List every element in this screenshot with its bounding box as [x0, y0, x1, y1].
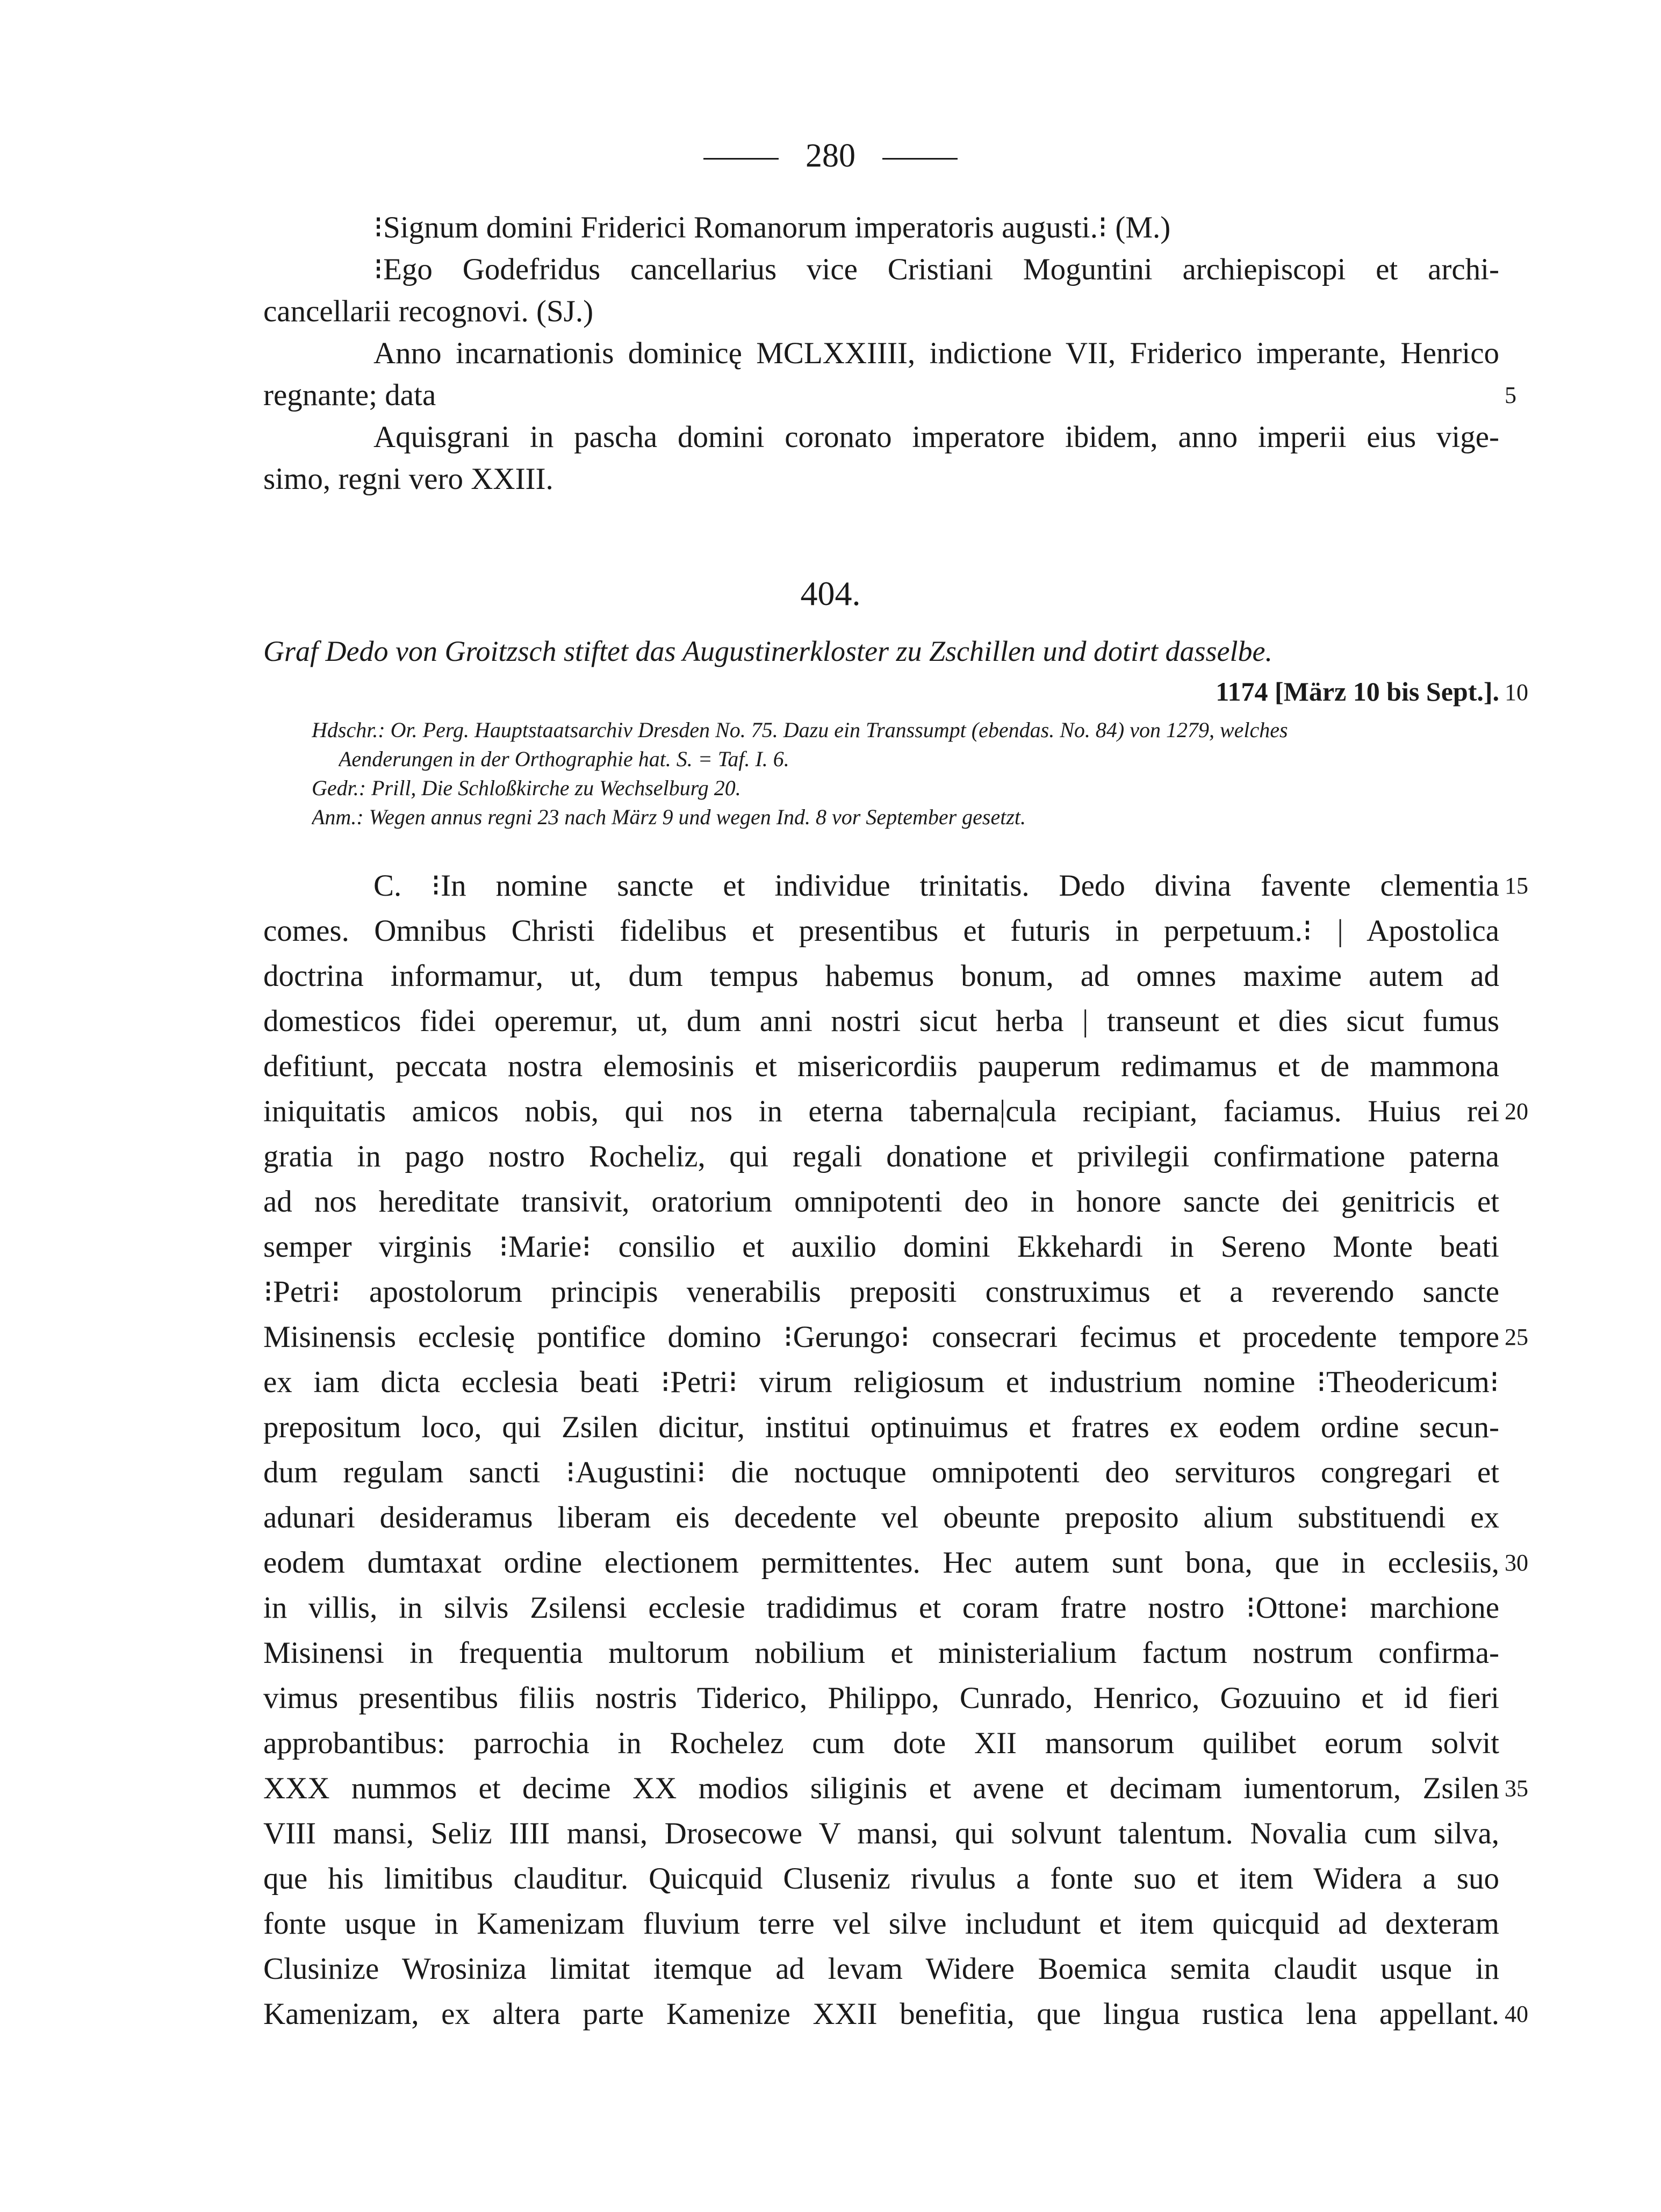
line-number: 35 — [1505, 1775, 1528, 1802]
text-line: eodem dumtaxat ordine electionem permittentes. Hec autem sunt bona, que in ecclesiis, — [263, 1546, 1499, 1580]
text-line: doctrina informamur, ut, dum tempus habemus bonum, ad omnes maxime autem ad — [263, 959, 1499, 993]
header-rule-left — [703, 158, 779, 160]
document-date: 1174 [März 10 bis Sept.]. — [1216, 676, 1499, 707]
page-number: 280 — [806, 138, 855, 174]
line-number: 20 — [1505, 1098, 1528, 1125]
text-line: adunari desideramus liberam eis decedente vel obeunte preposito alium substituendi ex — [263, 1501, 1499, 1534]
line-number: 30 — [1505, 1550, 1528, 1576]
text-line: gratia in pago nostro Rocheliz, qui regali donatione et privilegii confirmatione paterna — [263, 1140, 1499, 1173]
line-number: 40 — [1505, 2001, 1528, 2027]
text-line: XXX nummos et decime XX modios siliginis et avene et decimam iumentorum, Zsilen — [263, 1771, 1499, 1805]
text-line: cancellarii recognovi. (SJ.) — [263, 294, 594, 328]
header-rule-right — [882, 158, 958, 160]
text-line: vimus presentibus filiis nostris Tiderico, Philippo, Cunrado, Henrico, Gozuuino et id fieri — [263, 1681, 1499, 1715]
text-line: semper virginis ⁝Marie⁝ consilio et auxilio domini Ekkehardi in Sereno Monte beati — [263, 1230, 1499, 1264]
text-line: defitiunt, peccata nostra elemosinis et misericordiis pauperum redimamus et de mammona — [263, 1049, 1499, 1083]
text-line: ex iam dicta ecclesia beati ⁝Petri⁝ virum religiosum et industrium nomine ⁝Theodericum⁝ — [263, 1365, 1499, 1399]
text-line: simo, regni vero XXIII. — [263, 462, 553, 496]
apparatus-note-line: Gedr.: Prill, Die Schloßkirche zu Wechselburg 20. — [312, 776, 741, 800]
text-line: prepositum loco, qui Zsilen dicitur, institui optinuimus et fratres ex eodem ordine secun- — [263, 1410, 1499, 1444]
text-line: ad nos hereditate transivit, oratorium omnipotenti deo in honore sancte dei genitricis et — [263, 1185, 1499, 1219]
text-line: Misinensis ecclesię pontifice domino ⁝Gerungo⁝ consecrari fecimus et procedente tempore — [263, 1320, 1499, 1354]
text-line: dum regulam sancti ⁝Augustini⁝ die noctuque omnipotenti deo servituros congregari et — [263, 1456, 1499, 1489]
text-line: domesticos fidei operemur, ut, dum anni nostri sicut herba | transeunt et dies sicut fumus — [263, 1004, 1499, 1038]
text-line: C. ⁝In nomine sancte et individue trinitatis. Dedo divina favente clementia — [373, 869, 1499, 903]
text-line: Clusinize Wrosiniza limitat itemque ad levam Widere Boemica semita claudit usque in — [263, 1952, 1499, 1986]
page-header — [0, 134, 1661, 177]
line-number: 5 — [1505, 382, 1516, 408]
text-line: ⁝Ego Godefridus cancellarius vice Cristiani Moguntini archiepiscopi et archi- — [373, 253, 1499, 286]
text-line: in villis, in silvis Zsilensi ecclesie tradidimus et coram fratre nostro ⁝Ottone⁝ marchione — [263, 1591, 1499, 1625]
text-line: Kamenizam, ex altera parte Kamenize XXII benefitia, que lingua rustica lena appellant. — [263, 1997, 1499, 2031]
text-line: que his limitibus clauditur. Quicquid Cluseniz rivulus a fonte suo et item Widera a suo — [263, 1862, 1499, 1896]
line-number: 15 — [1505, 873, 1528, 899]
document-regest: Graf Dedo von Groitzsch stiftet das Augustinerkloster zu Zschillen und dotirt dasselbe. — [263, 635, 1272, 667]
apparatus-note-line: Aenderungen in der Orthographie hat. S. = Taf. I. 6. — [339, 747, 789, 771]
text-line: VIII mansi, Seliz IIII mansi, Drosecowe V mansi, qui solvunt talentum. Novalia cum silva, — [263, 1817, 1499, 1850]
text-line: Anno incarnationis dominicę MCLXXIIII, indictione VII, Friderico imperante, Henrico — [373, 336, 1499, 370]
text-line: ⁝Petri⁝ apostolorum principis venerabilis prepositi construximus et a reverendo sancte — [263, 1275, 1499, 1309]
text-line: approbantibus: parrochia in Rochelez cum dote XII mansorum quilibet eorum solvit — [263, 1726, 1499, 1760]
text-line: fonte usque in Kamenizam fluvium terre vel silve includunt et item quicquid ad dexteram — [263, 1907, 1499, 1941]
document-number: 404. — [800, 574, 861, 613]
text-line: iniquitatis amicos nobis, qui nos in eterna taberna|cula recipiant, faciamus. Huius rei — [263, 1094, 1499, 1128]
text-line: ⁝Signum domini Friderici Romanorum imperatoris augusti.⁝ (M.) — [373, 211, 1171, 244]
line-number: 25 — [1505, 1324, 1528, 1350]
text-line: regnante; data — [263, 378, 436, 412]
text-line: Misinensi in frequentia multorum nobilium et ministerialium factum nostrum confirma- — [263, 1636, 1499, 1670]
text-line: Aquisgrani in pascha domini coronato imperatore ibidem, anno imperii eius vige- — [373, 420, 1499, 454]
line-number: 10 — [1505, 679, 1528, 705]
apparatus-note-line: Anm.: Wegen annus regni 23 nach März 9 und wegen Ind. 8 vor September gesetzt. — [312, 805, 1026, 829]
apparatus-note-line: Hdschr.: Or. Perg. Hauptstaatsarchiv Dresden No. 75. Dazu ein Transsumpt (ebendas. No. 84) von 1279, welches — [312, 718, 1288, 742]
text-line: comes. Omnibus Christi fidelibus et presentibus et futuris in perpetuum.⁝ | Apostolica — [263, 914, 1499, 948]
